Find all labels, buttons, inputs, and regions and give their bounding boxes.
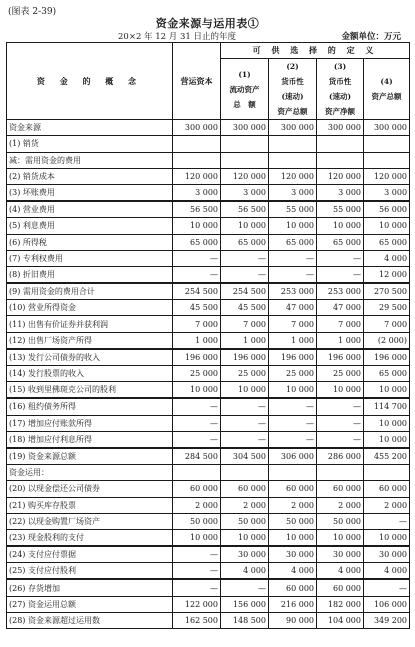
- row-value: 45 500: [173, 300, 221, 316]
- row-value: —: [173, 398, 221, 415]
- row-value: 55 000: [317, 201, 364, 218]
- row-value: 306 000: [269, 448, 317, 465]
- row-value: —: [221, 250, 269, 266]
- row-value: 156 000: [221, 596, 269, 612]
- row-value: 300 000: [221, 120, 269, 136]
- row-value: 1 000: [173, 332, 221, 349]
- row-value: 349 200: [364, 612, 410, 628]
- row-value: —: [173, 250, 221, 266]
- table-row: [7, 184, 410, 201]
- table-row: [7, 234, 410, 250]
- row-label: (2) 销货成本: [7, 168, 173, 184]
- table-row: [7, 120, 410, 136]
- row-value: 47 000: [269, 300, 317, 316]
- table-row: [7, 366, 410, 382]
- table-row: [7, 250, 410, 266]
- row-value: 300 000: [317, 120, 364, 136]
- table-row: [7, 398, 410, 415]
- table-row: [7, 136, 410, 152]
- row-value: 29 500: [364, 300, 410, 316]
- row-value: 4 000: [317, 563, 364, 580]
- table-row: [7, 316, 410, 332]
- table-body: [7, 120, 410, 629]
- row-value: 300 000: [269, 120, 317, 136]
- row-value: 47 000: [317, 300, 364, 316]
- table-row: [7, 415, 410, 431]
- table-row: [7, 481, 410, 497]
- row-value: 25 000: [269, 366, 317, 382]
- row-label: (11) 出售有价证券并获利润: [7, 316, 173, 332]
- row-value: 25 000: [317, 366, 364, 382]
- table-row: [7, 300, 410, 316]
- row-value: 10 000: [364, 218, 410, 234]
- row-value: [269, 465, 317, 481]
- row-value: 182 000: [317, 596, 364, 612]
- row-label: (23) 现金股利的支付: [7, 529, 173, 546]
- row-value: 45 500: [221, 300, 269, 316]
- unit-note: 金额单位：万元: [341, 32, 401, 42]
- row-value: 7 000: [364, 316, 410, 332]
- row-value: 60 000: [173, 481, 221, 497]
- row-label: (9) 需用资金的费用合计: [7, 283, 173, 300]
- row-value: 1 000: [269, 332, 317, 349]
- row-value: 3 000: [317, 184, 364, 201]
- row-value: 10 000: [173, 218, 221, 234]
- row-value: 216 000: [269, 596, 317, 612]
- row-value: —: [173, 266, 221, 283]
- row-value: 50 000: [317, 513, 364, 529]
- header-col1: (1) 流动资产 总 额: [221, 59, 269, 120]
- row-label: (20) 以现金偿还公司债券: [7, 481, 173, 497]
- row-label: (14) 发行股票的收入: [7, 366, 173, 382]
- table-subtitle: 20×2 年 12 月 31 日止的年度: [118, 32, 236, 42]
- table-row: [7, 579, 410, 596]
- row-value: 120 000: [317, 168, 364, 184]
- row-value: [317, 136, 364, 152]
- row-value: 65 000: [364, 366, 410, 382]
- row-value: [173, 465, 221, 481]
- row-value: —: [317, 431, 364, 448]
- row-value: 12 000: [364, 266, 410, 283]
- row-value: —: [221, 398, 269, 415]
- row-value: —: [221, 431, 269, 448]
- row-value: 196 000: [173, 349, 221, 366]
- row-value: [221, 136, 269, 152]
- row-value: (2 000): [364, 332, 410, 349]
- row-value: 7 000: [221, 316, 269, 332]
- row-value: 3 000: [364, 184, 410, 201]
- row-value: 60 000: [221, 481, 269, 497]
- row-value: 56 000: [364, 201, 410, 218]
- row-value: 286 000: [317, 448, 364, 465]
- table-row: [7, 168, 410, 184]
- table-row: [7, 332, 410, 349]
- header-concept: 资 金 的 概 念: [7, 43, 173, 120]
- row-value: 2 000: [317, 497, 364, 513]
- header-working-capital: 营运资本: [173, 43, 221, 120]
- row-value: 10 000: [221, 218, 269, 234]
- row-value: 270 500: [364, 283, 410, 300]
- row-value: 455 200: [364, 448, 410, 465]
- row-label: (12) 出售厂场资产所得: [7, 332, 173, 349]
- table-row: [7, 266, 410, 283]
- row-value: 90 000: [269, 612, 317, 628]
- row-value: 114 700: [364, 398, 410, 415]
- table-row: [7, 218, 410, 234]
- row-value: 30 000: [364, 546, 410, 563]
- row-label: 资金来源: [7, 120, 173, 136]
- row-value: [364, 136, 410, 152]
- row-value: 254 500: [221, 283, 269, 300]
- row-label: (21) 购买库存股票: [7, 497, 173, 513]
- table-row: [7, 152, 410, 168]
- row-label: (19) 资金来源总额: [7, 448, 173, 465]
- row-value: 7 000: [269, 316, 317, 332]
- row-value: [269, 136, 317, 152]
- row-label: (7) 专利权费用: [7, 250, 173, 266]
- row-value: [269, 152, 317, 168]
- row-value: —: [173, 563, 221, 580]
- row-value: 300 000: [173, 120, 221, 136]
- row-value: 10 000: [221, 382, 269, 399]
- row-label: (13) 发行公司债券的收入: [7, 349, 173, 366]
- row-value: 304 500: [221, 448, 269, 465]
- row-label: (8) 折旧费用: [7, 266, 173, 283]
- row-value: 10 000: [364, 529, 410, 546]
- row-value: 60 000: [269, 579, 317, 596]
- row-value: 2 000: [364, 497, 410, 513]
- row-value: —: [173, 546, 221, 563]
- row-value: 2 000: [173, 497, 221, 513]
- row-value: 4 000: [221, 563, 269, 580]
- row-value: [364, 152, 410, 168]
- row-value: 10 000: [269, 218, 317, 234]
- row-value: 50 000: [173, 513, 221, 529]
- row-value: [173, 152, 221, 168]
- row-value: —: [221, 266, 269, 283]
- row-value: 56 500: [173, 201, 221, 218]
- table-row: [7, 529, 410, 546]
- row-label: (15) 收到里佛斑克公司的股利: [7, 382, 173, 399]
- table-row: [7, 465, 410, 481]
- table-row: [7, 612, 410, 628]
- row-value: —: [173, 579, 221, 596]
- row-value: 10 000: [317, 218, 364, 234]
- table-row: [7, 513, 410, 529]
- row-value: 10 000: [317, 382, 364, 399]
- row-value: 196 000: [269, 349, 317, 366]
- row-label: (6) 所得税: [7, 234, 173, 250]
- row-value: 106 000: [364, 596, 410, 612]
- row-value: 60 000: [364, 481, 410, 497]
- row-label: (24) 支付应付票据: [7, 546, 173, 563]
- row-value: 56 500: [221, 201, 269, 218]
- header-alternatives: 可 供 选 择 的 定 义: [221, 43, 410, 59]
- row-value: 25 000: [173, 366, 221, 382]
- table-row: [7, 563, 410, 580]
- row-value: 253 000: [317, 283, 364, 300]
- row-value: —: [269, 398, 317, 415]
- table-title: 资金来源与运用表①: [155, 17, 260, 30]
- row-label: (27) 资金运用总额: [7, 596, 173, 612]
- row-value: —: [364, 513, 410, 529]
- row-value: [173, 136, 221, 152]
- row-value: 10 000: [269, 382, 317, 399]
- figure-label: (图表 2-39): [8, 7, 57, 17]
- row-value: 60 000: [317, 579, 364, 596]
- row-value: [221, 152, 269, 168]
- row-value: 55 000: [269, 201, 317, 218]
- row-value: 50 000: [221, 513, 269, 529]
- header-col4: (4) 资产总额: [364, 59, 410, 120]
- row-label: (22) 以现金购置厂场资产: [7, 513, 173, 529]
- row-value: 4 000: [364, 563, 410, 580]
- row-value: 196 000: [364, 349, 410, 366]
- row-value: 10 000: [173, 382, 221, 399]
- row-label: (1) 销货: [7, 136, 173, 152]
- row-value: 65 000: [364, 234, 410, 250]
- row-value: —: [173, 415, 221, 431]
- row-value: 3 000: [269, 184, 317, 201]
- table-row: [7, 448, 410, 465]
- row-value: 148 500: [221, 612, 269, 628]
- row-value: 300 000: [364, 120, 410, 136]
- row-label: (28) 资金来源超过运用数: [7, 612, 173, 628]
- row-label: (26) 存货增加: [7, 579, 173, 596]
- row-value: 253 000: [269, 283, 317, 300]
- row-value: 2 000: [269, 497, 317, 513]
- header-col2: (2) 货币性 (速动) 资产总额: [269, 59, 317, 120]
- row-value: —: [269, 266, 317, 283]
- row-value: 7 000: [173, 316, 221, 332]
- row-value: 162 500: [173, 612, 221, 628]
- table-row: [7, 283, 410, 300]
- row-value: —: [221, 415, 269, 431]
- row-value: 65 000: [317, 234, 364, 250]
- row-value: 196 000: [221, 349, 269, 366]
- row-value: 30 000: [269, 546, 317, 563]
- row-value: 3 000: [221, 184, 269, 201]
- row-value: —: [317, 266, 364, 283]
- table-row: [7, 382, 410, 399]
- row-value: 120 000: [269, 168, 317, 184]
- row-label: (10) 营业所得资金: [7, 300, 173, 316]
- row-label: (17) 增加应付账款所得: [7, 415, 173, 431]
- row-value: [221, 465, 269, 481]
- row-value: —: [221, 579, 269, 596]
- row-value: 254 500: [173, 283, 221, 300]
- row-value: 104 000: [317, 612, 364, 628]
- row-value: 120 000: [221, 168, 269, 184]
- row-value: [317, 465, 364, 481]
- row-value: 65 000: [173, 234, 221, 250]
- row-value: 284 500: [173, 448, 221, 465]
- row-value: 7 000: [317, 316, 364, 332]
- row-value: 120 000: [364, 168, 410, 184]
- row-value: 60 000: [269, 481, 317, 497]
- row-label: 资金运用：: [7, 465, 173, 481]
- row-value: —: [269, 431, 317, 448]
- table-row: [7, 201, 410, 218]
- row-value: —: [364, 579, 410, 596]
- row-value: —: [317, 250, 364, 266]
- row-value: 25 000: [221, 366, 269, 382]
- row-label: (4) 营业费用: [7, 201, 173, 218]
- row-value: —: [317, 398, 364, 415]
- row-value: 10 000: [364, 431, 410, 448]
- row-value: 10 000: [221, 529, 269, 546]
- row-value: 3 000: [173, 184, 221, 201]
- row-value: 30 000: [221, 546, 269, 563]
- row-value: 122 000: [173, 596, 221, 612]
- row-value: —: [173, 431, 221, 448]
- table-row: [7, 497, 410, 513]
- row-value: 65 000: [221, 234, 269, 250]
- row-value: 120 000: [173, 168, 221, 184]
- row-value: —: [269, 415, 317, 431]
- table-row: [7, 349, 410, 366]
- row-value: 10 000: [317, 529, 364, 546]
- row-value: 60 000: [317, 481, 364, 497]
- row-value: 2 000: [221, 497, 269, 513]
- row-value: 10 000: [269, 529, 317, 546]
- row-value: 30 000: [317, 546, 364, 563]
- row-label: 减：需用资金的费用: [7, 152, 173, 168]
- row-value: 65 000: [269, 234, 317, 250]
- row-value: [364, 465, 410, 481]
- row-value: 1 000: [317, 332, 364, 349]
- row-value: —: [269, 250, 317, 266]
- row-value: 10 000: [364, 382, 410, 399]
- row-value: 10 000: [173, 529, 221, 546]
- header-col3: (3) 货币性 (速动) 资产净额: [317, 59, 364, 120]
- row-label: (5) 利息费用: [7, 218, 173, 234]
- row-value: [317, 152, 364, 168]
- table-row: [7, 431, 410, 448]
- row-value: 196 000: [317, 349, 364, 366]
- row-label: (18) 增加应付利息所得: [7, 431, 173, 448]
- row-value: 4 000: [364, 250, 410, 266]
- table-row: [7, 546, 410, 563]
- funds-table: [6, 42, 410, 629]
- row-value: —: [317, 415, 364, 431]
- row-label: (16) 租约债务所得: [7, 398, 173, 415]
- row-value: 10 000: [364, 415, 410, 431]
- row-value: 50 000: [269, 513, 317, 529]
- row-label: (25) 支付应付股利: [7, 563, 173, 580]
- table-row: [7, 596, 410, 612]
- row-value: 4 000: [269, 563, 317, 580]
- row-value: 1 000: [221, 332, 269, 349]
- row-label: (3) 坏账费用: [7, 184, 173, 201]
